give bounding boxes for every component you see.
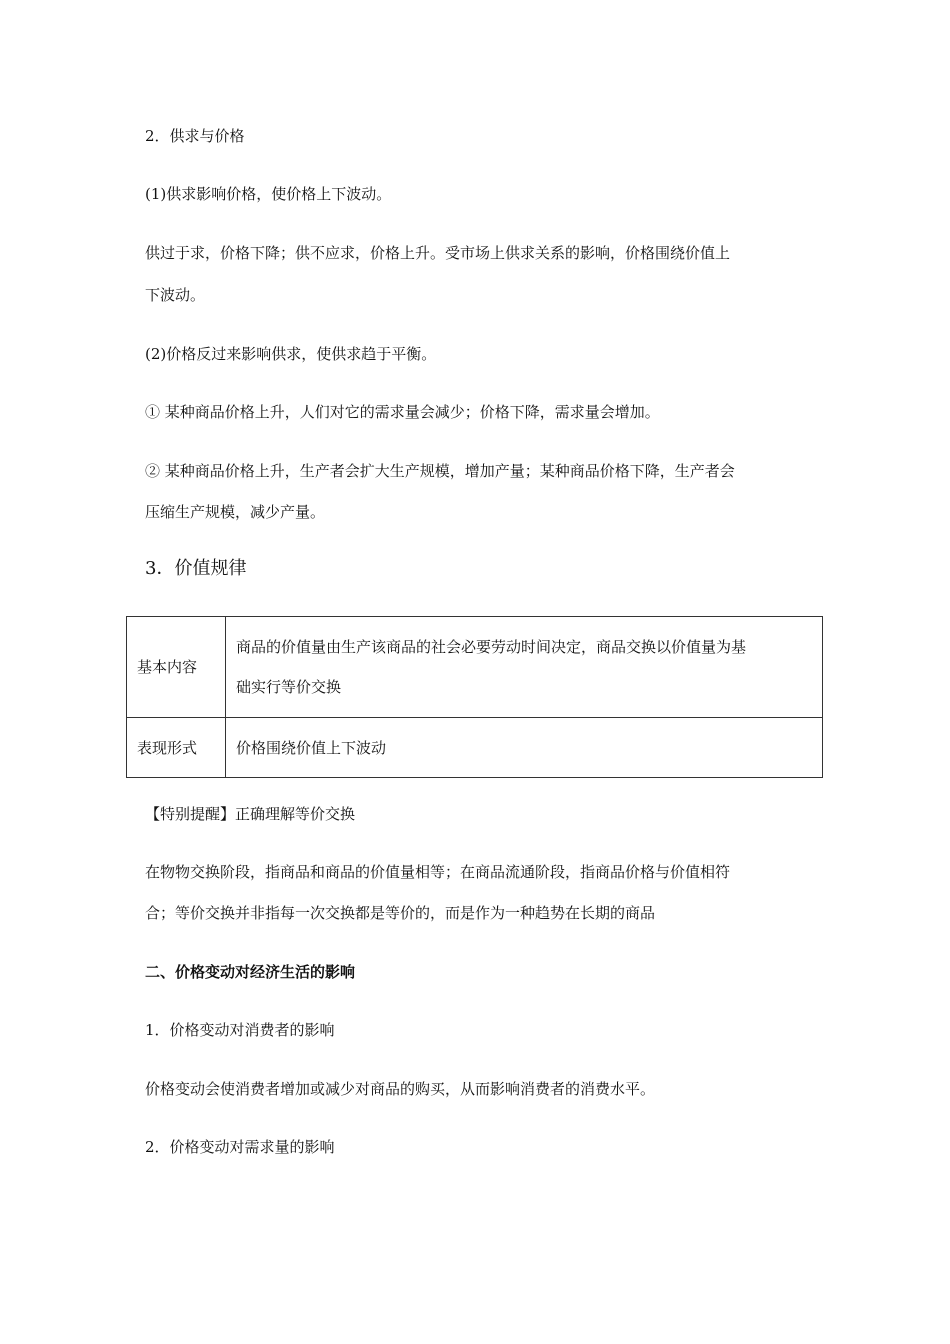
part-2-title: 二、价格变动对经济生活的影响 xyxy=(145,963,356,981)
note-line-2: 合；等价交换并非指每一次交换都是等价的，而是作为一种趋势在长期的商品 xyxy=(145,904,656,922)
table-row xyxy=(127,718,823,778)
section-3-title: 3．价值规律 xyxy=(145,558,247,579)
table-row-head: 表现形式 xyxy=(127,718,226,778)
table-cell-line: 商品的价值量由生产该商品的社会必要劳动时间决定，商品交换以价值量为基 xyxy=(236,638,747,656)
subsection-1-title: 1．价格变动对消费者的影响 xyxy=(145,1021,335,1039)
paragraph-2-line-1: 供过于求，价格下降；供不应求，价格上升。受市场上供求关系的影响，价格围绕价值上 xyxy=(145,244,731,262)
table-row-content xyxy=(226,718,823,778)
paragraph-5-line-2: 压缩生产规模，减少产量。 xyxy=(145,503,326,521)
section-2-title: 2．供求与价格 xyxy=(145,127,245,145)
paragraph-2-line-2: 下波动。 xyxy=(145,286,206,304)
paragraph-1: (1)供求影响价格，使价格上下波动。 xyxy=(145,185,392,203)
table-row-content xyxy=(226,617,823,718)
note-title: 【特别提醒】正确理解等价交换 xyxy=(145,805,356,823)
table-cell-line: 价格围绕价值上下波动 xyxy=(236,738,387,757)
table-cell-line: 础实行等价交换 xyxy=(236,678,342,696)
paragraph-5-line-1: ② 某种商品价格上升，生产者会扩大生产规模，增加产量；某种商品价格下降，生产者会 xyxy=(145,462,735,480)
subsection-2-title: 2．价格变动对需求量的影响 xyxy=(145,1138,335,1156)
note-line-1: 在物物交换阶段，指商品和商品的价值量相等；在商品流通阶段，指商品价格与价值相符 xyxy=(145,863,731,881)
paragraph-3: (2)价格反过来影响供求，使供求趋于平衡。 xyxy=(145,345,437,363)
table-row-head: 基本内容 xyxy=(127,617,226,718)
table-row xyxy=(127,617,823,718)
paragraph-4: ① 某种商品价格上升，人们对它的需求量会减少；价格下降，需求量会增加。 xyxy=(145,403,660,421)
value-law-table xyxy=(126,616,823,778)
subsection-1-text: 价格变动会使消费者增加或减少对商品的购买，从而影响消费者的消费水平。 xyxy=(145,1080,656,1098)
